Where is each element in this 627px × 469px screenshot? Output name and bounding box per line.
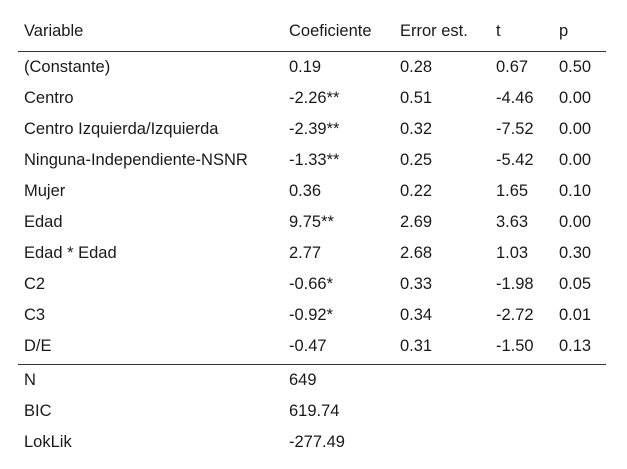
row-error-est: 2.69: [400, 213, 433, 231]
header-variable: Variable: [24, 22, 84, 40]
row-variable: Edad: [24, 213, 63, 231]
header-p: p: [559, 22, 569, 40]
table-row: [18, 83, 606, 114]
table-row: [18, 238, 606, 269]
stat-value: 649: [289, 371, 317, 389]
header-error-est: Error est.: [400, 22, 468, 40]
table-row: [18, 269, 606, 300]
row-coeficiente: -2.26**: [289, 89, 340, 107]
row-coeficiente: 0.36: [289, 182, 322, 200]
row-t: -7.52: [496, 120, 534, 138]
row-error-est: 0.34: [400, 306, 433, 324]
row-t: -5.42: [496, 151, 534, 169]
row-p: 0.00: [559, 151, 592, 169]
row-p: 0.05: [559, 275, 592, 293]
row-coeficiente: -0.47: [289, 337, 327, 355]
row-coeficiente: -0.92*: [289, 306, 334, 324]
table-row: [18, 114, 606, 145]
row-p: 0.00: [559, 89, 592, 107]
row-t: -2.72: [496, 306, 534, 324]
stat-label: LokLik: [24, 433, 72, 451]
row-error-est: 2.68: [400, 244, 433, 262]
stats-row: [18, 365, 606, 396]
row-coeficiente: 9.75**: [289, 213, 334, 231]
stat-value: -277.49: [289, 433, 345, 451]
row-variable: Ninguna-Independiente-NSNR: [24, 151, 248, 169]
row-coeficiente: -2.39**: [289, 120, 340, 138]
row-p: 0.01: [559, 306, 592, 324]
row-p: 0.10: [559, 182, 592, 200]
row-error-est: 0.51: [400, 89, 433, 107]
row-t: 3.63: [496, 213, 529, 231]
table-row: [18, 300, 606, 331]
row-coeficiente: 0.19: [289, 58, 322, 76]
model-stats: [18, 365, 606, 458]
row-t: 0.67: [496, 58, 529, 76]
row-t: -4.46: [496, 89, 534, 107]
header-t: t: [496, 22, 501, 40]
stat-label: BIC: [24, 402, 52, 420]
table-row: [18, 52, 606, 83]
row-variable: Centro Izquierda/Izquierda: [24, 120, 219, 138]
regression-table: [18, 16, 606, 458]
row-variable: (Constante): [24, 58, 111, 76]
row-coeficiente: -0.66*: [289, 275, 334, 293]
row-error-est: 0.32: [400, 120, 433, 138]
row-t: -1.50: [496, 337, 534, 355]
table-body: [18, 52, 606, 362]
row-t: 1.03: [496, 244, 529, 262]
row-error-est: 0.22: [400, 182, 433, 200]
row-coeficiente: -1.33**: [289, 151, 340, 169]
table-row: [18, 145, 606, 176]
row-t: 1.65: [496, 182, 529, 200]
row-coeficiente: 2.77: [289, 244, 322, 262]
row-error-est: 0.25: [400, 151, 433, 169]
row-p: 0.00: [559, 120, 592, 138]
row-p: 0.00: [559, 213, 592, 231]
table-row: [18, 207, 606, 238]
row-p: 0.30: [559, 244, 592, 262]
table-header-row: [18, 16, 606, 47]
stat-label: N: [24, 371, 36, 389]
row-variable: Centro: [24, 89, 74, 107]
row-error-est: 0.28: [400, 58, 433, 76]
header-coeficiente: Coeficiente: [289, 22, 372, 40]
row-error-est: 0.33: [400, 275, 433, 293]
stats-row: [18, 396, 606, 427]
row-variable: C2: [24, 275, 46, 293]
table-row: [18, 331, 606, 362]
row-t: -1.98: [496, 275, 534, 293]
table-row: [18, 176, 606, 207]
stat-value: 619.74: [289, 402, 340, 420]
stats-row: [18, 427, 606, 458]
row-p: 0.13: [559, 337, 592, 355]
row-variable: Mujer: [24, 182, 66, 200]
row-variable: D/E: [24, 337, 52, 355]
row-p: 0.50: [559, 58, 592, 76]
row-variable: Edad * Edad: [24, 244, 117, 262]
row-variable: C3: [24, 306, 46, 324]
row-error-est: 0.31: [400, 337, 433, 355]
